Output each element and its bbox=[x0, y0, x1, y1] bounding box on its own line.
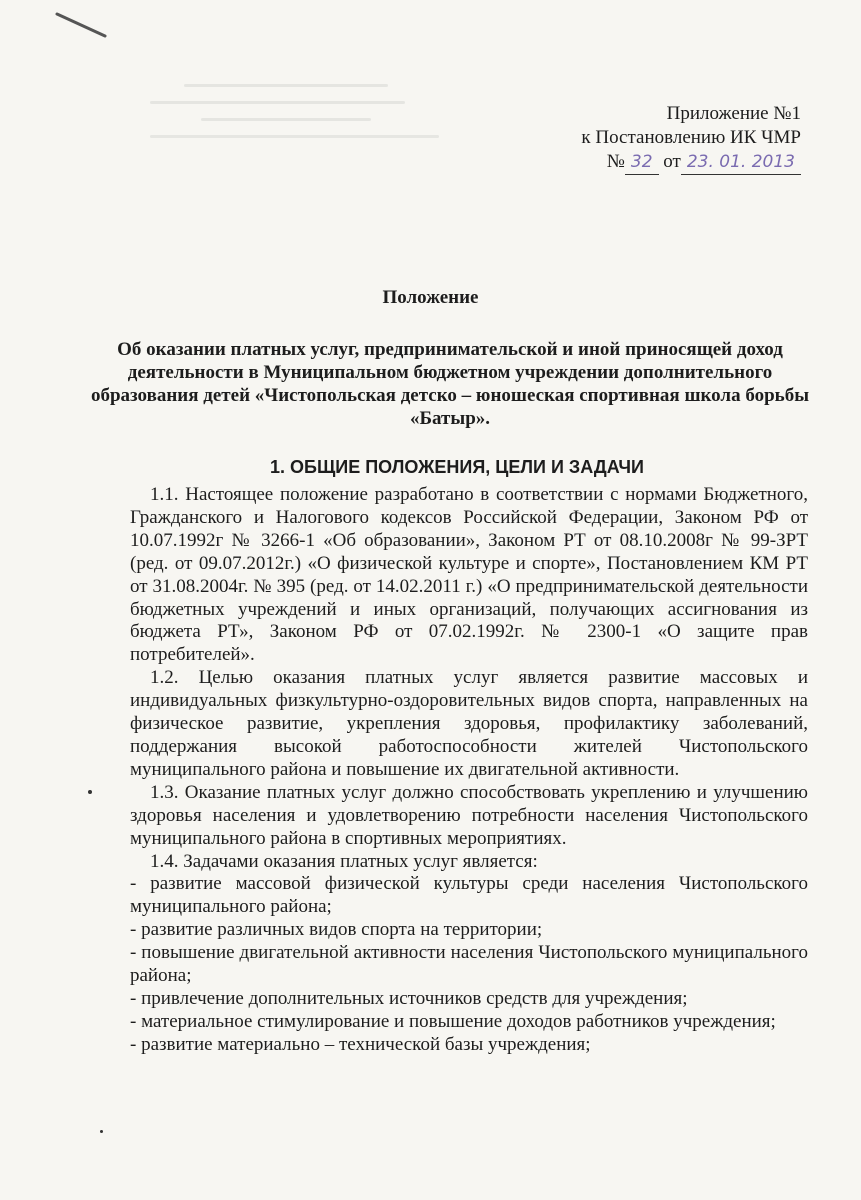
document-body bbox=[130, 484, 808, 1057]
appendix-note bbox=[581, 102, 801, 175]
appendix-line1: Приложение №1 bbox=[666, 103, 801, 124]
task-item: - развитие различных видов спорта на территории; bbox=[130, 919, 543, 941]
document-title: Положение bbox=[382, 287, 479, 308]
faded-stamp bbox=[150, 70, 490, 190]
paragraph-1-2: 1.2. Целью оказания платных услуг является развитие массовых и индивидуальных физкультурно-оздоровительных видов спорта, направленных на физическое развитие, укрепления здоровья, профилактику заболеваний, поддержания высокой работоспособности жителей Чистопольского муниципального района и повышение их двигательной активности. bbox=[130, 667, 808, 780]
handwritten-number: 32 bbox=[625, 150, 659, 175]
scan-speck bbox=[100, 1130, 103, 1133]
paragraph-1-4: 1.4. Задачами оказания платных услуг является: bbox=[150, 850, 538, 872]
appendix-number-line bbox=[581, 150, 801, 175]
task-item: - повышение двигательной активности населения Чистопольского муниципального района; bbox=[130, 942, 808, 987]
task-item: - развитие массовой физической культуры среди населения Чистопольского муниципального района; bbox=[130, 873, 808, 918]
handwritten-date: 23. 01. 2013 bbox=[681, 150, 801, 175]
paragraph-1-1: 1.1. Настоящее положение разработано в соответствии с нормами Бюджетного, Гражданского и Налогового кодексов Российской Федерации, Законом РФ от 10.07.1992г № 3266-1 «Об образовании», Законом РТ от 08.10.2008г № 99-ЗРТ (ред. от 09.07.2012г.) «О физической культуре и спорте», Постановлением КМ РТ от 31.08.2004г. № 395 (ред. от 14.02.2011 г.) «О предпринимательской деятельности бюджетных учреждений и иных организаций, получающих ассигнования из бюджета РТ», Законом РФ от 07.02.1992г. № 2300-1 «О защите прав потребителей». bbox=[130, 484, 808, 666]
number-label: № bbox=[606, 151, 625, 172]
pen-mark bbox=[55, 10, 115, 40]
task-item: - привлечение дополнительных источников средств для учреждения; bbox=[130, 987, 688, 1009]
document-subtitle: Об оказании платных услуг, предпринимательской и иной приносящей доход деятельности в Муниципальном бюджетном учреждении дополнительного образования детей «Чистопольская детско – юношеская спортивная школа борьбы «Батыр». bbox=[90, 339, 810, 429]
task-item: - материальное стимулирование и повышение доходов работников учреждения; bbox=[130, 1010, 776, 1032]
scan-speck bbox=[88, 790, 92, 794]
paragraph-1-3: 1.3. Оказание платных услуг должно способствовать укреплению и улучшению здоровья населения и удовлетворению потребности населения Чистопольского муниципального района в спортивных мероприятиях. bbox=[130, 781, 808, 849]
section-heading: 1. ОБЩИЕ ПОЛОЖЕНИЯ, ЦЕЛИ И ЗАДАЧИ bbox=[270, 457, 644, 477]
appendix-line2: к Постановлению ИК ЧМР bbox=[581, 127, 801, 148]
date-label: от bbox=[663, 151, 681, 172]
task-item: - развитие материально – технической базы учреждения; bbox=[130, 1033, 591, 1055]
